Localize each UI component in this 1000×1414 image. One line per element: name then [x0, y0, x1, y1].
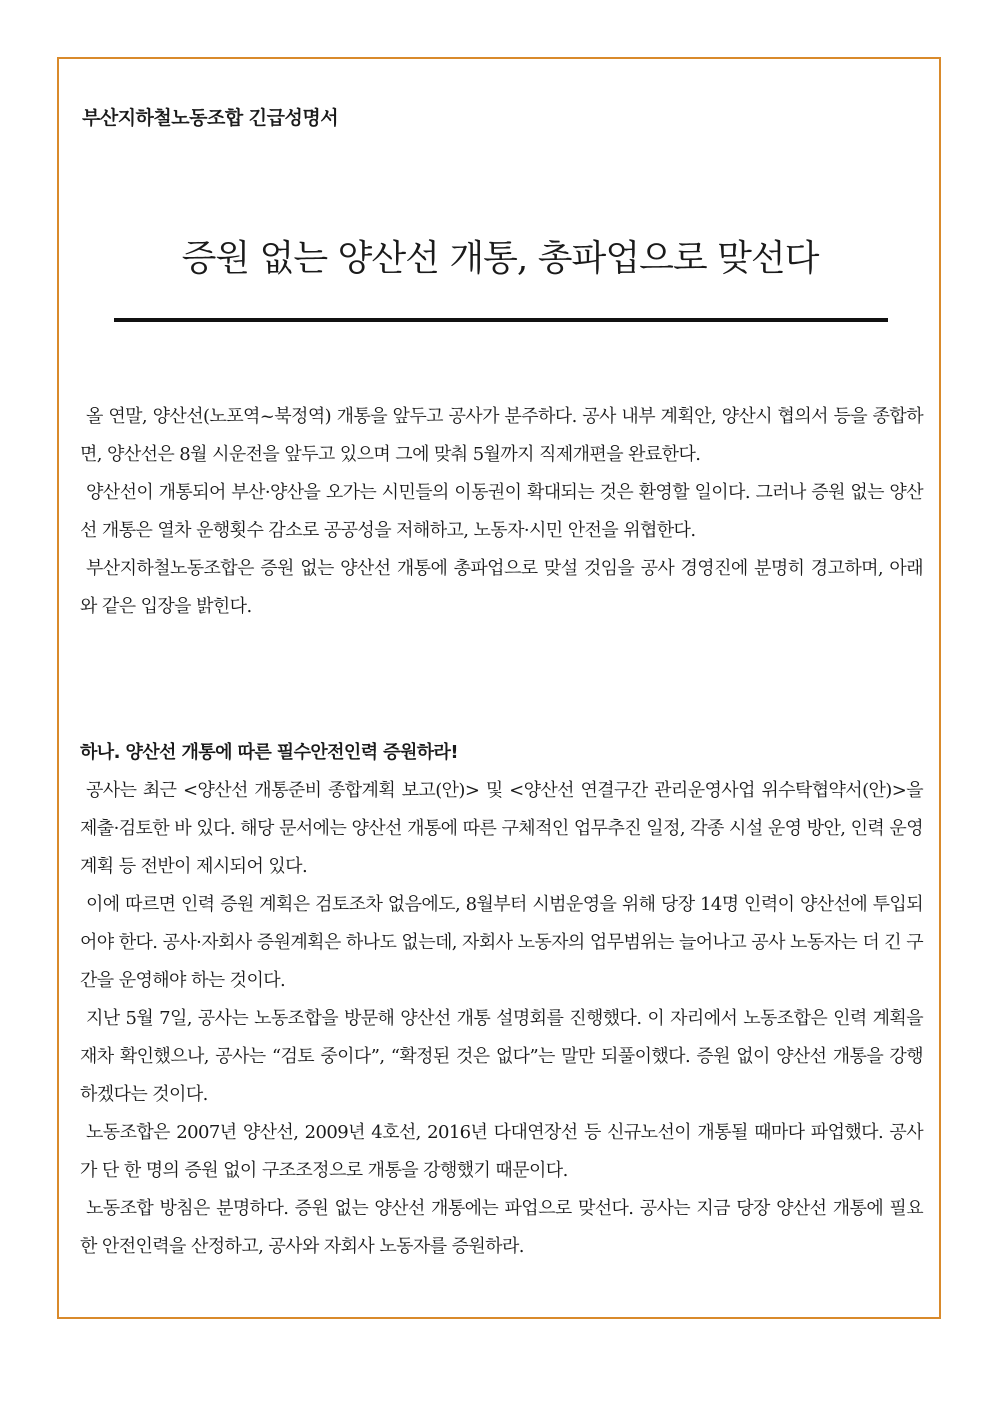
- intro-paragraph: 부산지하철노동조합은 증원 없는 양산선 개통에 총파업으로 맞설 것임을 공사 경영진에 분명히 경고하며, 아래와 같은 입장을 밝힌다.: [80, 558, 923, 617]
- intro-section: [80, 398, 923, 626]
- document-header: 부산지하철노동조합 긴급성명서: [82, 107, 339, 129]
- page-title: 증원 없는 양산선 개통, 총파업으로 맞선다: [181, 238, 819, 279]
- section-paragraph: 지난 5월 7일, 공사는 노동조합을 방문해 양산선 개통 설명회를 진행했다. 이 자리에서 노동조합은 인력 계획을 재차 확인했으나, 공사는 “검토 중이다”, “확정된 것은 없다”는 말만 되풀이했다. 증원 없이 양산선 개통을 강행하겠다는 것이다.: [80, 1008, 923, 1105]
- section-paragraph: 공사는 최근 <양산선 개통준비 종합계획 보고(안)> 및 <양산선 연결구간 관리운영사업 위수탁협약서(안)>을 제출·검토한 바 있다. 해당 문서에는 양산선 개통에 따른 구체적인 업무추진 일정, 각종 시설 운영 방안, 인력 운영계획 등 전반이 제시되어 있다.: [80, 780, 923, 877]
- section-heading: 하나. 양산선 개통에 따른 필수안전인력 증원하라!: [80, 742, 458, 763]
- intro-paragraph: 양산선이 개통되어 부산·양산을 오가는 시민들의 이동권이 확대되는 것은 환영할 일이다. 그러나 증원 없는 양산선 개통은 열차 운행횟수 감소로 공공성을 저해하고, 노동자·시민 안전을 위협한다.: [80, 482, 923, 541]
- demand-section: [80, 734, 923, 1266]
- section-paragraph: 노동조합 방침은 분명하다. 증원 없는 양산선 개통에는 파업으로 맞선다. 공사는 지금 당장 양산선 개통에 필요한 안전인력을 산정하고, 공사와 자회사 노동자를 증원하라.: [80, 1198, 923, 1257]
- section-paragraph: 이에 따르면 인력 증원 계획은 검토조차 없음에도, 8월부터 시범운영을 위해 당장 14명 인력이 양산선에 투입되어야 한다. 공사·자회사 증원계획은 하나도 없는데, 자회사 노동자의 업무범위는 늘어나고 공사 노동자는 더 긴 구간을 운영해야 하는 것이다.: [80, 894, 923, 991]
- intro-paragraph: 올 연말, 양산선(노포역~북정역) 개통을 앞두고 공사가 분주하다. 공사 내부 계획안, 양산시 협의서 등을 종합하면, 양산선은 8월 시운전을 앞두고 있으며 그에 맞춰 5월까지 직제개편을 완료한다.: [80, 406, 923, 465]
- section-paragraph: 노동조합은 2007년 양산선, 2009년 4호선, 2016년 다대연장선 등 신규노선이 개통될 때마다 파업했다. 공사가 단 한 명의 증원 없이 구조조정으로 개통을 강행했기 때문이다.: [80, 1122, 923, 1181]
- title-divider: [114, 318, 888, 322]
